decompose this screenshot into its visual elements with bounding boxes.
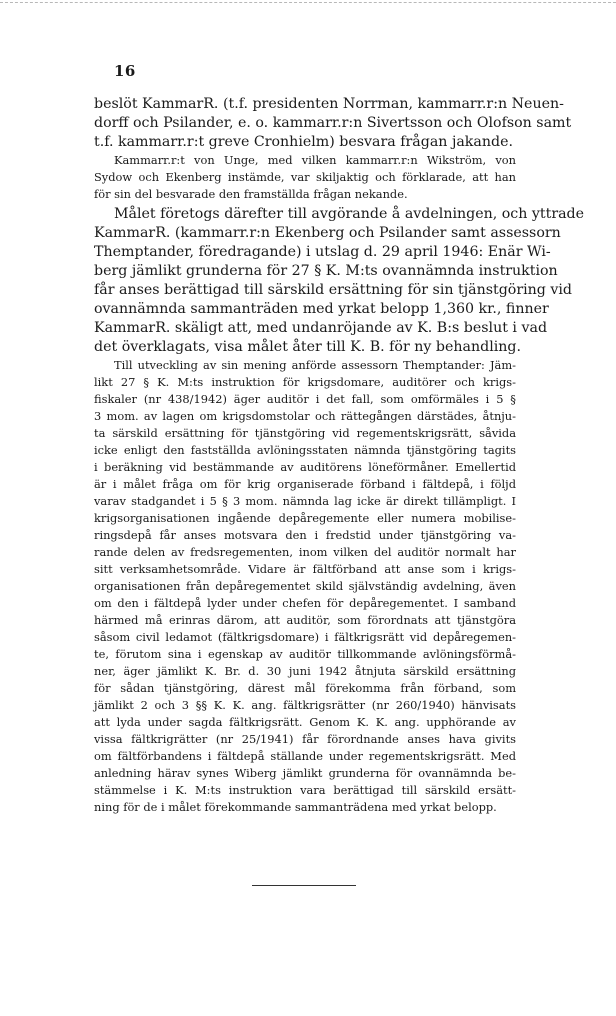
text-line: det överklagats, visa målet åter till K. B. för ny behandling. xyxy=(94,339,521,355)
text-line: ovannämnda sammanträden med yrkat belopp 1,360 kr., finner xyxy=(94,301,549,317)
text-line: får anses berättigad till särskild ersättning för sin tjänstgöring vid xyxy=(94,282,573,298)
text-line: berg jämlikt grunderna för 27 § K. M:ts ovannämnda instruktion xyxy=(94,263,558,279)
text-line: anledning härav synes Wiberg jämlikt grunderna för ovannämnda be- xyxy=(94,766,516,780)
text-line: likt 27 § K. M:ts instruktion för krigsdomare, auditörer och krigs- xyxy=(94,375,516,389)
text-line: i beräkning vid bestämmande av auditörens löneförmåner. Emellertid xyxy=(94,460,516,474)
text-line: te, förutom sina i egenskap av auditör tillkommande avlöningsförmå- xyxy=(94,647,516,661)
text-line: ner, äger jämlikt K. Br. d. 30 juni 1942 åtnjuta särskild ersättning xyxy=(94,664,516,678)
section-divider xyxy=(252,885,356,886)
text-line: KammarR. (kammarr.r:n Ekenberg och Psilander samt assessorn xyxy=(94,225,561,241)
text-line: vissa fältkrigrätter (nr 25/1941) får förordnande anses hava givits xyxy=(94,732,516,746)
text-line: Sydow och Ekenberg instämde, var skiljaktig och förklarade, att han xyxy=(94,170,516,184)
page-top-edge xyxy=(0,2,616,3)
text-line: Themptander, föredragande) i utslag d. 29 april 1946: Enär Wi- xyxy=(94,244,551,260)
text-line: för sådan tjänstgöring, därest mål förekomma från förband, som xyxy=(94,681,516,695)
text-line: ning för de i målet förekommande sammanträdena med yrkat belopp. xyxy=(94,800,497,814)
text-line: Kammarr.r:t von Unge, med vilken kammarr.r:n Wikström, von xyxy=(114,153,516,167)
text-line: Till utveckling av sin mening anförde assessorn Themptander: Jäm- xyxy=(114,358,516,372)
page-number: 16 xyxy=(114,62,136,80)
text-line: ringsdepå får anses motsvara den i fredstid under tjänstgöring va- xyxy=(94,528,516,542)
text-line: organisationen från depåregementet skild självständig avdelning, även xyxy=(94,579,516,593)
text-line: härmed må erinras därom, att auditör, som förordnats att tjänstgöra xyxy=(94,613,516,627)
text-line: ta särskild ersättning för tjänstgöring vid regementskrigsrätt, såvida xyxy=(94,426,516,440)
text-line: beslöt KammarR. (t.f. presidenten Norrman, kammarr.r:n Neuen- xyxy=(94,96,564,112)
text-line: icke enligt den fastställda avlöningsstaten nämnda tjänstgöring tagits xyxy=(94,443,516,457)
text-line: rande delen av fredsregementen, inom vilken del auditör normalt har xyxy=(94,545,516,559)
text-line: jämlikt 2 och 3 §§ K. K. ang. fältkrigsrätter (nr 260/1940) hänvisats xyxy=(94,698,516,712)
text-line: såsom civil ledamot (fältkrigsdomare) i fältkrigsrätt vid depåregemen- xyxy=(94,630,516,644)
text-line: är i målet fråga om för krig organiserade förband i fältdepå, i följd xyxy=(94,477,516,491)
text-line: om fältförbandens i fältdepå ställande under regementskrigsrätt. Med xyxy=(94,749,516,763)
text-line: att lyda under sagda fältkrigsrätt. Genom K. K. ang. upphörande av xyxy=(94,715,516,729)
text-line: stämmelse i K. M:ts instruktion vara berättigad till särskild ersätt- xyxy=(94,783,516,797)
text-line: för sin del besvarade den framställda frågan nekande. xyxy=(94,187,408,201)
text-line: Målet företogs därefter till avgörande å avdelningen, och yttrade xyxy=(114,206,585,222)
text-line: t.f. kammarr.r:t greve Cronhielm) besvara frågan jakande. xyxy=(94,134,513,150)
text-line: KammarR. skäligt att, med undanröjande av K. B:s beslut i vad xyxy=(94,320,548,336)
text-line: dorff och Psilander, e. o. kammarr.r:n Sivertsson och Olofson samt xyxy=(94,115,572,131)
text-line: om den i fältdepå lyder under chefen för depåregementet. I samband xyxy=(94,596,516,610)
text-line: sitt verksamhetsområde. Vidare är fältförband att anse som i krigs- xyxy=(94,562,516,576)
text-line: fiskaler (nr 438/1942) äger auditör i det fall, som omförmäles i 5 § xyxy=(94,392,516,406)
text-line: krigsorganisationen ingående depåregemente eller numera mobilise- xyxy=(94,511,516,525)
text-line: 3 mom. av lagen om krigsdomstolar och rättegången därstädes, åtnju- xyxy=(94,409,516,423)
text-line: varav stadgandet i 5 § 3 mom. nämnda lag icke är direkt tillämpligt. I xyxy=(94,494,516,508)
